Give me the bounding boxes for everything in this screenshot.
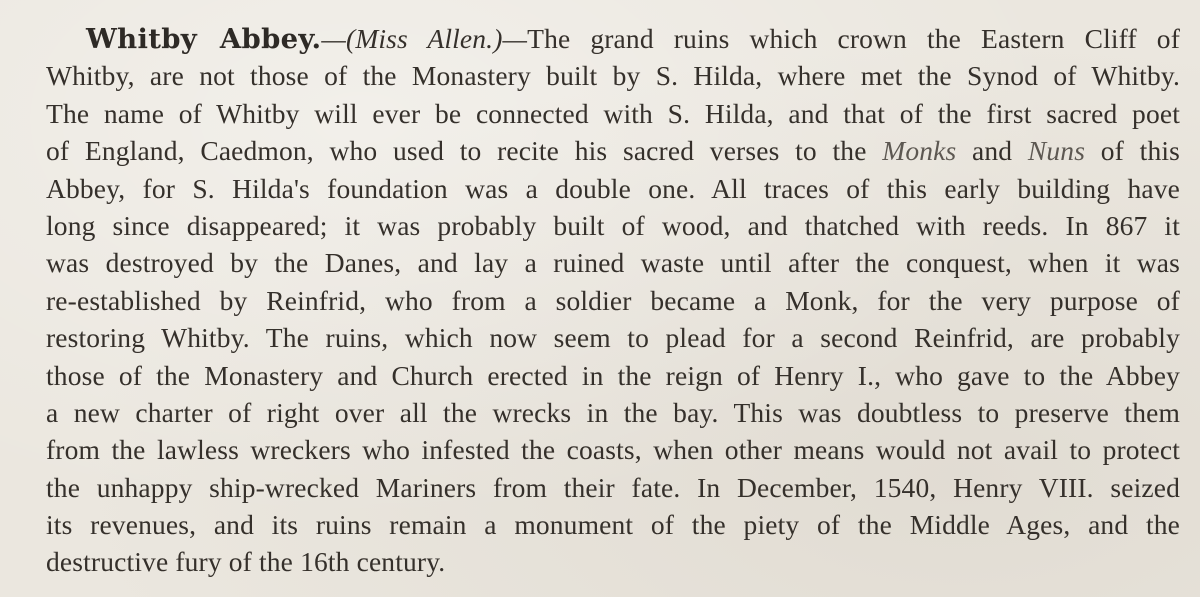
text-segment: Whitby, are not those of the Monastery built by S. Hilda, where met the Synod of Whitby. bbox=[46, 60, 1180, 92]
text-line bbox=[46, 132, 1180, 169]
text-line bbox=[46, 394, 1180, 431]
text-segment: re-established by Reinfrid, who from a soldier became a Monk, for the very purpose of bbox=[46, 284, 1180, 316]
text-segment: a new charter of right over all the wrecks in the bay. This was doubtless to preserve them bbox=[46, 396, 1180, 428]
text-line bbox=[46, 469, 1180, 506]
text-line bbox=[46, 357, 1180, 394]
text-line bbox=[46, 95, 1180, 132]
text-segment: The grand ruins which crown the Eastern Cliff of bbox=[527, 23, 1181, 54]
nuns-italic: Nuns bbox=[1027, 135, 1086, 167]
text-segment: restoring Whitby. The ruins, which now seem to plead for a second Reinfrid, are probably bbox=[46, 322, 1180, 354]
text-segment: its revenues, and its ruins remain a monument of the piety of the Middle Ages, and the bbox=[46, 509, 1180, 541]
text-segment: of England, Caedmon, who used to recite his sacred verses to the bbox=[46, 135, 883, 167]
text-segment: those of the Monastery and Church erected in the reign of Henry I., who gave to the Abbey bbox=[46, 359, 1180, 391]
text-line bbox=[46, 543, 1180, 580]
monks-italic: Monks bbox=[882, 135, 957, 167]
text-line bbox=[46, 170, 1180, 207]
text-line bbox=[46, 20, 1180, 57]
text-line bbox=[46, 244, 1180, 281]
entry-heading: Whitby Abbey. bbox=[86, 23, 322, 55]
text-line bbox=[46, 207, 1180, 244]
text-line bbox=[46, 282, 1180, 319]
text-segment: of this bbox=[1085, 135, 1180, 167]
text-segment: and bbox=[956, 135, 1028, 167]
text-segment: was destroyed by the Danes, and lay a ruined waste until after the conquest, when it was bbox=[46, 247, 1180, 279]
text-segment: destructive fury of the 16th century. bbox=[46, 546, 446, 578]
text-segment: the unhappy ship-wrecked Mariners from their fate. In December, 1540, Henry VIII. seized bbox=[46, 471, 1180, 503]
text-segment: long since disappeared; it was probably built of wood, and thatched with reeds. In 867 it bbox=[46, 209, 1180, 241]
text-segment: from the lawless wreckers who infested the coasts, when other means would not avail to protect bbox=[46, 434, 1180, 466]
entry-paragraph bbox=[46, 20, 1180, 581]
text-line bbox=[46, 57, 1180, 94]
text-line bbox=[46, 319, 1180, 356]
text-segment: Abbey, for S. Hilda's foundation was a double one. All traces of this early building have bbox=[46, 172, 1180, 204]
text-line bbox=[46, 431, 1180, 468]
text-segment: The name of Whitby will ever be connected with S. Hilda, and that of the first sacred poet bbox=[46, 97, 1180, 129]
text-line bbox=[46, 506, 1180, 543]
entry-author: —(Miss Allen.)— bbox=[321, 23, 528, 54]
